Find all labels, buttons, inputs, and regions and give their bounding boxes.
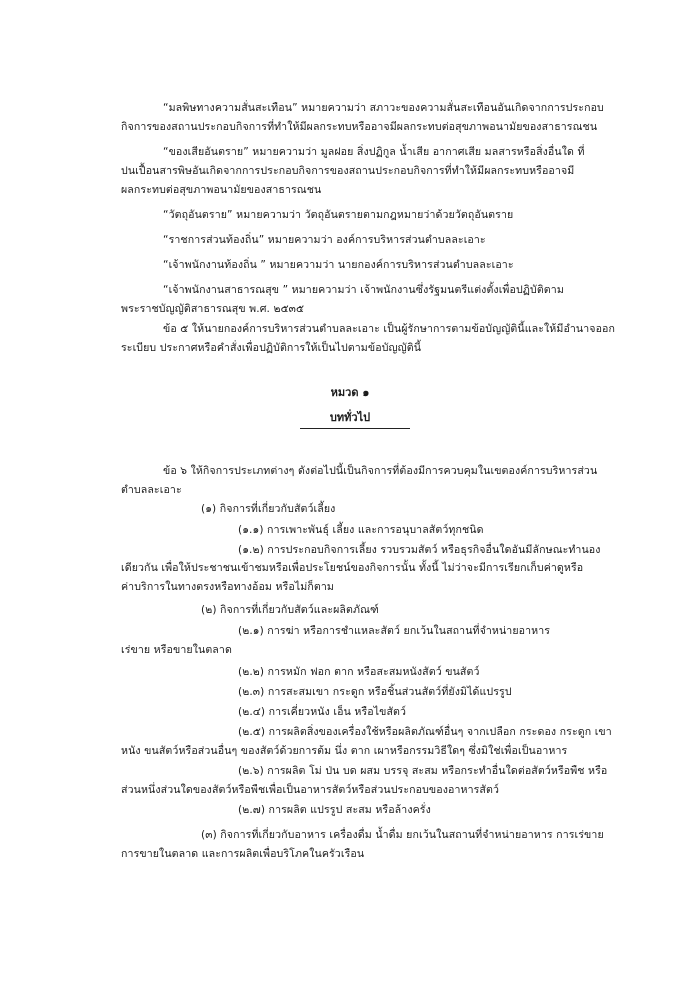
group2-item6-line2: ส่วนหนึ่งส่วนใดของสัตว์หรือพืชเพื่อเป็นอาหารสัตว์หรือส่วนประกอบของอาหารสัตว์ — [121, 784, 500, 796]
definition-waste-line3: ผลกระทบต่อสุขภาพอนามัยของสาธารณชน — [121, 184, 322, 196]
group2-item7: (๒.๗) การผลิต แปรรูป สะสม หรือล้างครั่ง — [238, 804, 431, 816]
chapter-underline — [300, 428, 410, 429]
definition-health-officer-line2: พระราชบัญญัติสาธารณสุข พ.ศ. ๒๕๓๕ — [121, 303, 305, 315]
group3-line2: การขายในตลาด และการผลิตเพื่อบริโภคในครัวเรือน — [121, 848, 365, 860]
group1-heading: (๑) กิจการที่เกี่ยวกับสัตว์เลี้ยง — [201, 503, 336, 515]
chapter-title: บททั่วไป — [329, 411, 371, 424]
group1-item2-line3: ค่าบริการในทางตรงหรือทางอ้อม หรือไม่ก็ตาม — [121, 581, 334, 593]
definition-hazard: “วัตถุอันตราย” หมายความว่า วัตถุอันตรายตามกฎหมายว่าด้วยวัตถุอันตราย — [163, 209, 514, 221]
definition-vibration-line2: กิจการของสถานประกอบกิจการที่ทำให้มีผลกระทบหรืออาจมีผลกระทบต่อสุขภาพอนามัยของสาธารณชน — [121, 121, 598, 133]
group2-item3: (๒.๓) การสะสมเขา กระดูก หรือชิ้นส่วนสัตว์ที่ยังมิได้แปรรูป — [238, 686, 512, 698]
article6-line1: ข้อ ๖ ให้กิจการประเภทต่างๆ ดังต่อไปนี้เป็นกิจการที่ต้องมีการควบคุมในเขตองค์การบริหารส่วน — [163, 465, 598, 477]
group1-item2-line1: (๑.๒) การประกอบกิจการเลี้ยง รวบรวมสัตว์ หรือธุรกิจอื่นใดอันมีลักษณะทำนอง — [238, 544, 601, 556]
definition-local-officer: “เจ้าพนักงานท้องถิ่น ” หมายความว่า นายกองค์การบริหารส่วนตำบลละเอาะ — [163, 259, 514, 271]
article5-line1: ข้อ ๕ ให้นายกองค์การบริหารส่วนตำบลละเอาะ เป็นผู้รักษาการตามข้อบัญญัตินี้และให้มีอำนาจออก — [163, 323, 616, 335]
definition-vibration-line1: “มลพิษทางความสั่นสะเทือน” หมายความว่า สภาวะของความสั่นสะเทือนอันเกิดจากการประกอบ — [163, 102, 604, 114]
group2-item2: (๒.๒) การหมัก ฟอก ตาก หรือสะสมหนังสัตว์ ขนสัตว์ — [238, 666, 480, 678]
group1-item2-line2: เดียวกัน เพื่อให้ประชาชนเข้าชมหรือเพื่อประโยชน์ของกิจการนั้น ทั้งนี้ ไม่ว่าจะมีการเรียกเก็บค่าดูหรือ — [121, 562, 584, 574]
definition-local-admin: “ราชการส่วนท้องถิ่น” หมายความว่า องค์การบริหารส่วนตำบลละเอาะ — [163, 234, 486, 246]
definition-health-officer-line1: “เจ้าพนักงานสาธารณสุข ” หมายความว่า เจ้าพนักงานซึ่งรัฐมนตรีแต่งตั้งเพื่อปฏิบัติตาม — [163, 284, 564, 296]
group2-item1-line2: เร่ขาย หรือขายในตลาด — [121, 644, 232, 656]
group2-item5-line2: หนัง ขนสัตว์หรือส่วนอื่นๆ ของสัตว์ด้วยการต้ม นึ่ง ตาก เผาหรือกรรมวิธีใดๆ ซึ่งมิใช่เพื่อเป็นอาหาร — [121, 745, 568, 757]
group2-item4: (๒.๔) การเคี่ยวหนัง เอ็น หรือไขสัตว์ — [238, 706, 407, 718]
group2-item5-line1: (๒.๕) การผลิตสิ่งของเครื่องใช้หรือผลิตภัณฑ์อื่นๆ จากเปลือก กระดอง กระดูก เขา — [238, 726, 612, 738]
article5-line2: ระเบียบ ประกาศหรือคำสั่งเพื่อปฏิบัติการให้เป็นไปตามข้อบัญญัตินี้ — [121, 342, 422, 354]
group3-line1: (๓) กิจการที่เกี่ยวกับอาหาร เครื่องดื่ม น้ำดื่ม ยกเว้นในสถานที่จำหน่ายอาหาร การเร่ขาย — [201, 829, 604, 841]
group1-item1: (๑.๑) การเพาะพันธุ์ เลี้ยง และการอนุบาลสัตว์ทุกชนิด — [238, 524, 484, 536]
chapter-number: หมวด ๑ — [330, 386, 370, 399]
definition-waste-line2: ปนเปื้อนสารพิษอันเกิดจากการประกอบกิจการของสถานประกอบกิจการที่ทำให้มีผลกระทบหรืออาจมี — [121, 165, 575, 177]
article6-line2: ตำบลละเอาะ — [121, 484, 182, 496]
group2-heading: (๒) กิจการที่เกี่ยวกับสัตว์และผลิตภัณฑ์ — [201, 604, 379, 616]
group2-item1-line1: (๒.๑) การฆ่า หรือการชำแหละสัตว์ ยกเว้นในสถานที่จำหน่ายอาหาร — [238, 625, 551, 637]
group2-item6-line1: (๒.๖) การผลิต โม่ ป่น บด ผสม บรรจุ สะสม หรือกระทำอื่นใดต่อสัตว์หรือพืช หรือ — [238, 765, 608, 777]
definition-waste-line1: “ของเสียอันตราย” หมายความว่า มูลฝอย สิ่งปฏิกูล น้ำเสีย อากาศเสีย มลสารหรือสิ่งอื่นใด ที่ — [163, 146, 585, 158]
